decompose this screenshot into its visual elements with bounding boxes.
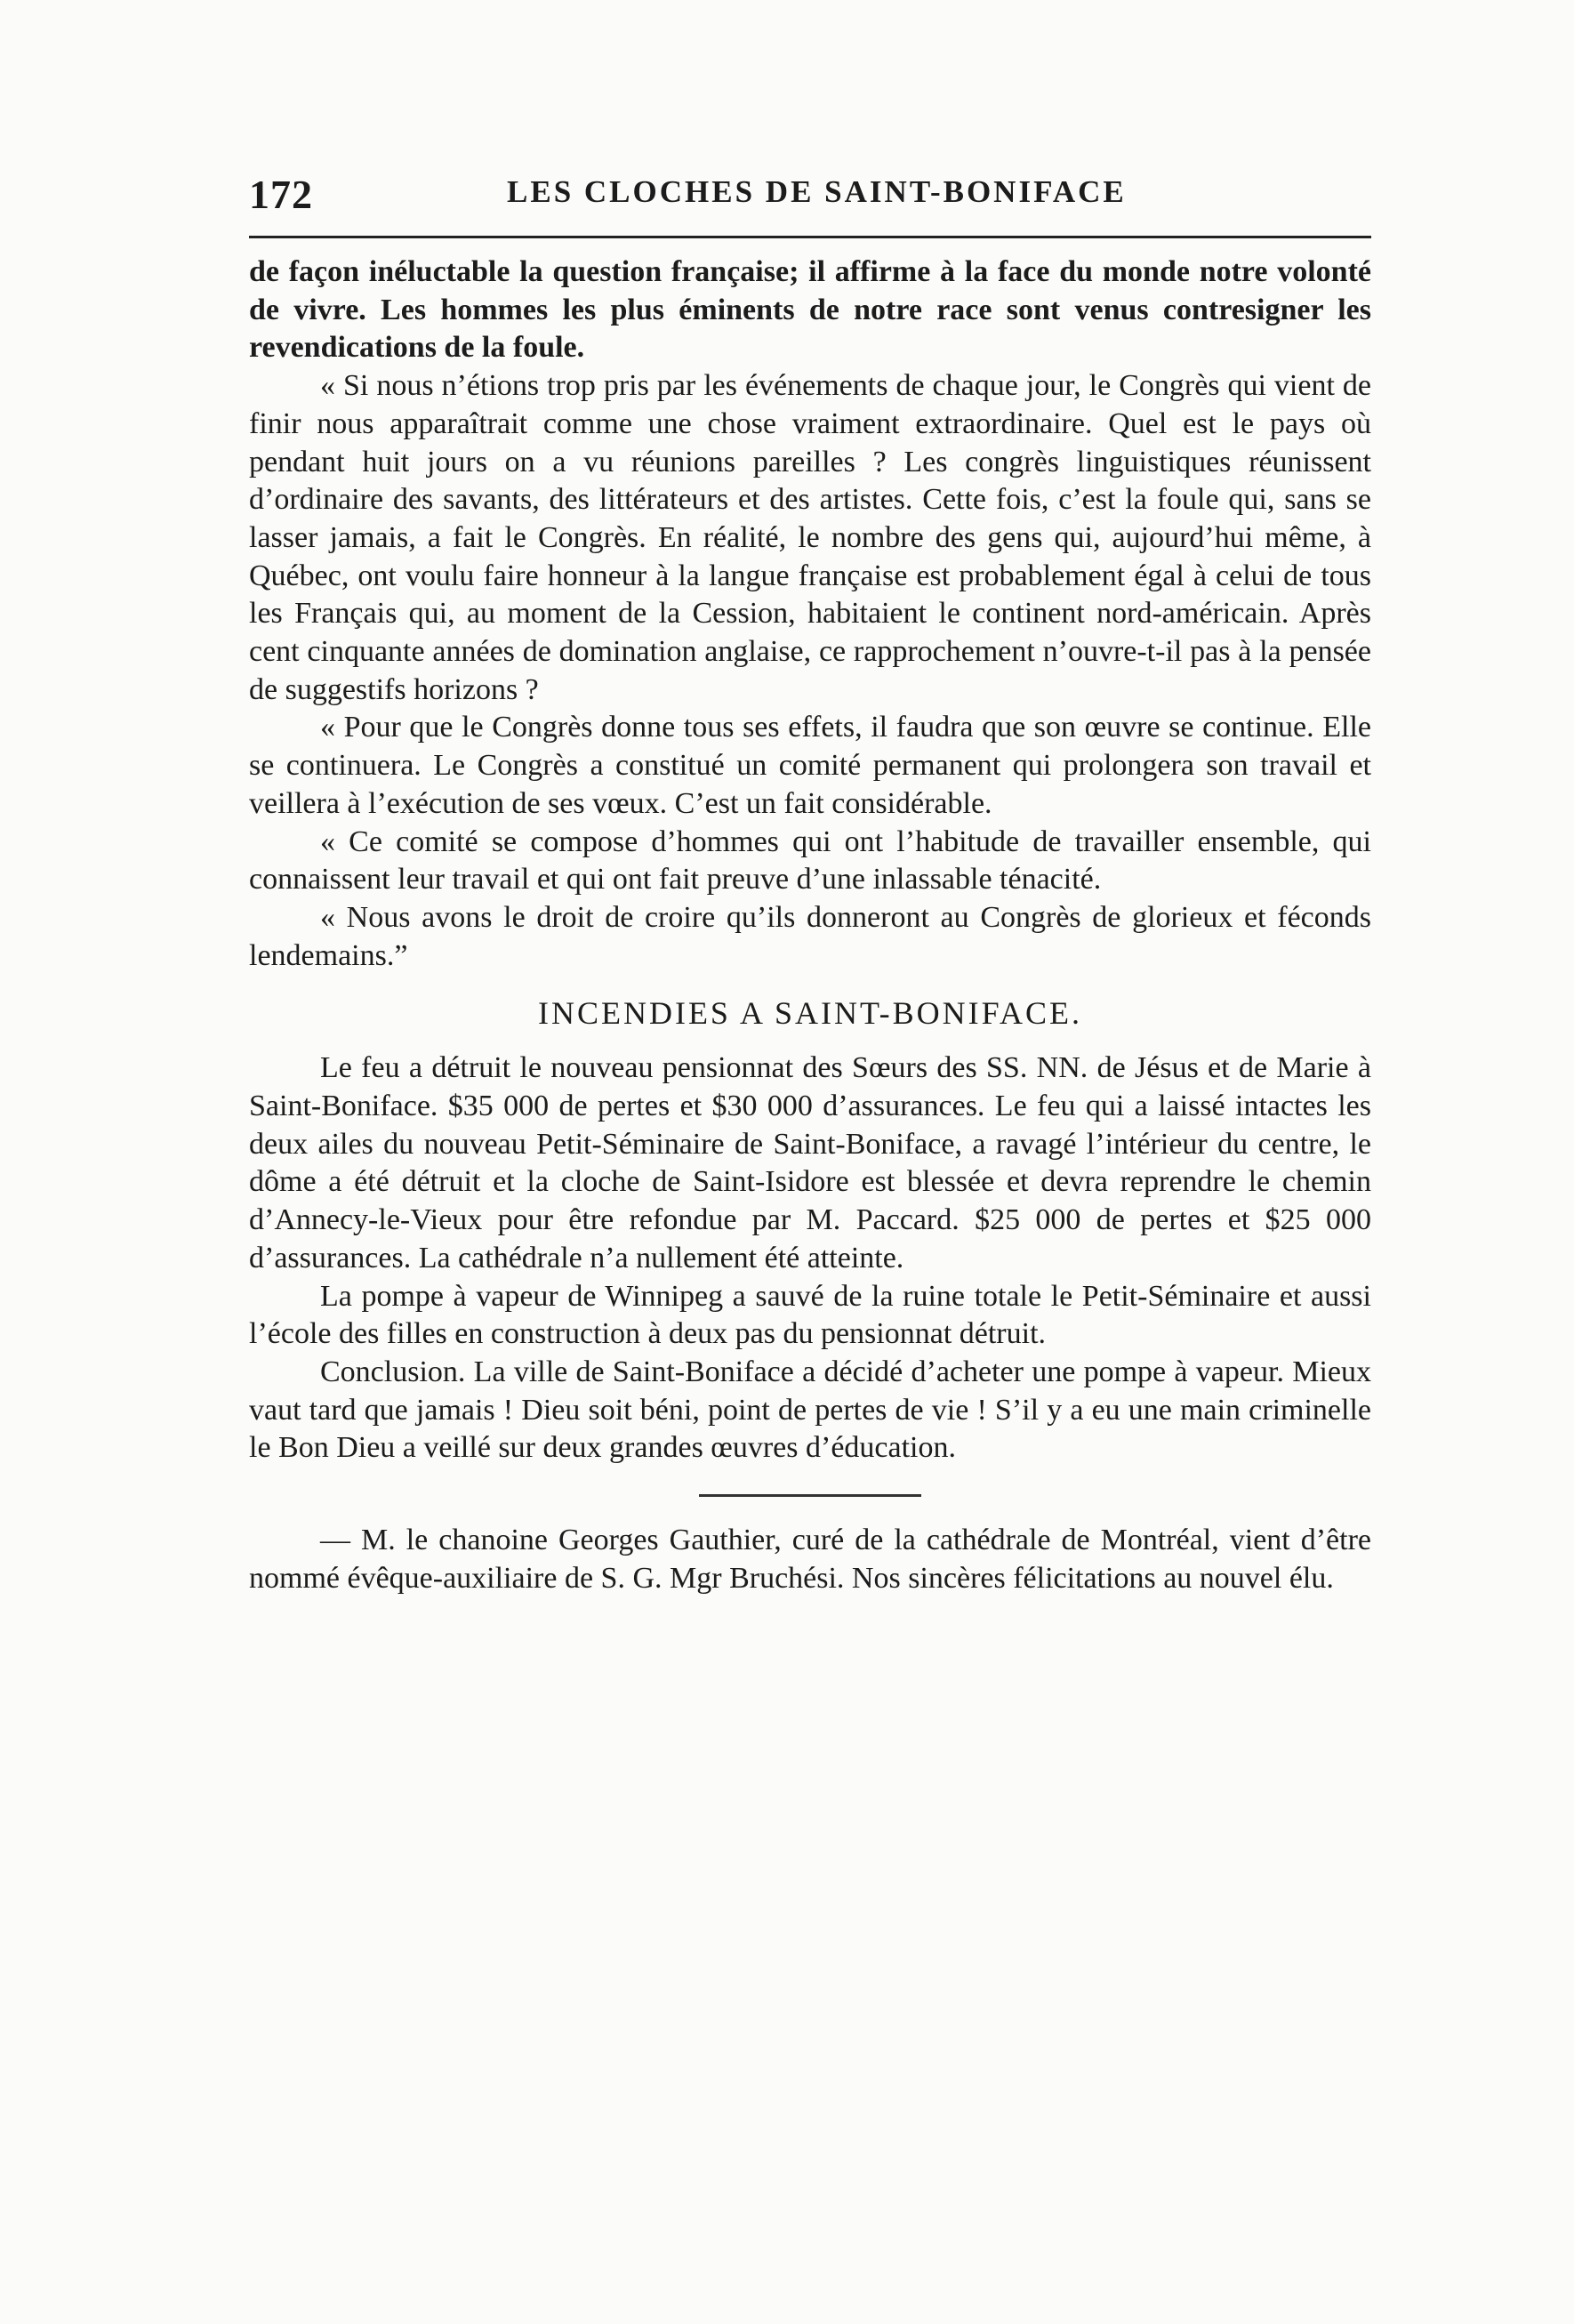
- article-paragraph-3: « Pour que le Congrès donne tous ses effets, il faudra que son œuvre se continue. Elle se continuera. Le Congrès a constitué un comité permanent qui prolongera son travail et veillera à l’exécution de ses vœux. C’est un fait considérable.: [249, 711, 1371, 820]
- header-rule: [249, 236, 1371, 238]
- section-title: INCENDIES A SAINT-BONIFACE.: [537, 995, 1083, 1032]
- article-paragraph-1: de façon inéluctable la question française; il affirme à la face du monde notre volonté de vivre. Les hommes les plus éminents de notre race sont venus contresigner les revendications de la foule.: [249, 255, 1371, 365]
- section-paragraph-2: La pompe à vapeur de Winnipeg a sauvé de la ruine totale le Petit-Séminaire et aussi l’école des filles en construction à deux pas du pensionnat détruit.: [249, 1279, 1371, 1351]
- page-header: [249, 171, 1380, 224]
- article-paragraph-4: « Ce comité se compose d’hommes qui ont l’habitude de travailler ensemble, qui connaissent leur travail et qui ont fait preuve d’une inlassable ténacité.: [249, 824, 1371, 897]
- notice-paragraph: — M. le chanoine Georges Gauthier, curé de la cathédrale de Montréal, vient d’être nommé évêque-auxiliaire de S. G. Mgr Bruchési. Nos sincères félicitations au nouvel élu.: [249, 1524, 1371, 1595]
- page-body: [249, 253, 1371, 1598]
- section-paragraph-1: Le feu a détruit le nouveau pensionnat des Sœurs des SS. NN. de Jésus et de Marie à Saint-Boniface. $35 000 de pertes et $30 000 d’assurances. Le feu qui a laissé intactes les deux ailes du nouveau Petit-Séminaire de Saint-Boniface, a ravagé l’intérieur du centre, le dôme a été détruit et la cloche de Saint-Isidore est blessée et devra reprendre le chemin d’Annecy-le-Vieux pour être refondue par M. Paccard. $25 000 de pertes et $25 000 d’assurances. La cathédrale n’a nullement été atteinte.: [249, 1051, 1371, 1275]
- section-paragraph-3: Conclusion. La ville de Saint-Boniface a décidé d’acheter une pompe à vapeur. Mieux vaut tard que jamais ! Dieu soit béni, point de pertes de vie ! S’il y a eu une main criminelle le Bon Dieu a veillé sur deux grandes œuvres d’éducation.: [249, 1355, 1371, 1465]
- page-number: 172: [249, 172, 313, 217]
- article-paragraph-5: « Nous avons le droit de croire qu’ils donneront au Congrès de glorieux et féconds lendemains.”: [249, 900, 1371, 972]
- running-head: LES CLOCHES DE SAINT-BONIFACE: [507, 174, 1127, 209]
- article-paragraph-2: « Si nous n’étions trop pris par les événements de chaque jour, le Congrès qui vient de finir nous apparaîtrait comme une chose vraiment extraordinaire. Quel est le pays où pendant huit jours on a vu réunions pareilles ? Les congrès linguistiques réunissent d’ordinaire des savants, des littérateurs et des artistes. Cette fois, c’est la foule qui, sans se lasser jamais, a fait le Congrès. En réalité, le nombre des gens qui, aujourd’hui même, à Québec, ont voulu faire honneur à la langue française est probablement égal à celui de tous les Français qui, au moment de la Cession, habitaient le continent nord-américain. Après cent cinquante années de domination anglaise, ce rapprochement n’ouvre-t-il pas à la pensée de suggestifs horizons ?: [249, 369, 1371, 706]
- section-separator: [699, 1494, 921, 1497]
